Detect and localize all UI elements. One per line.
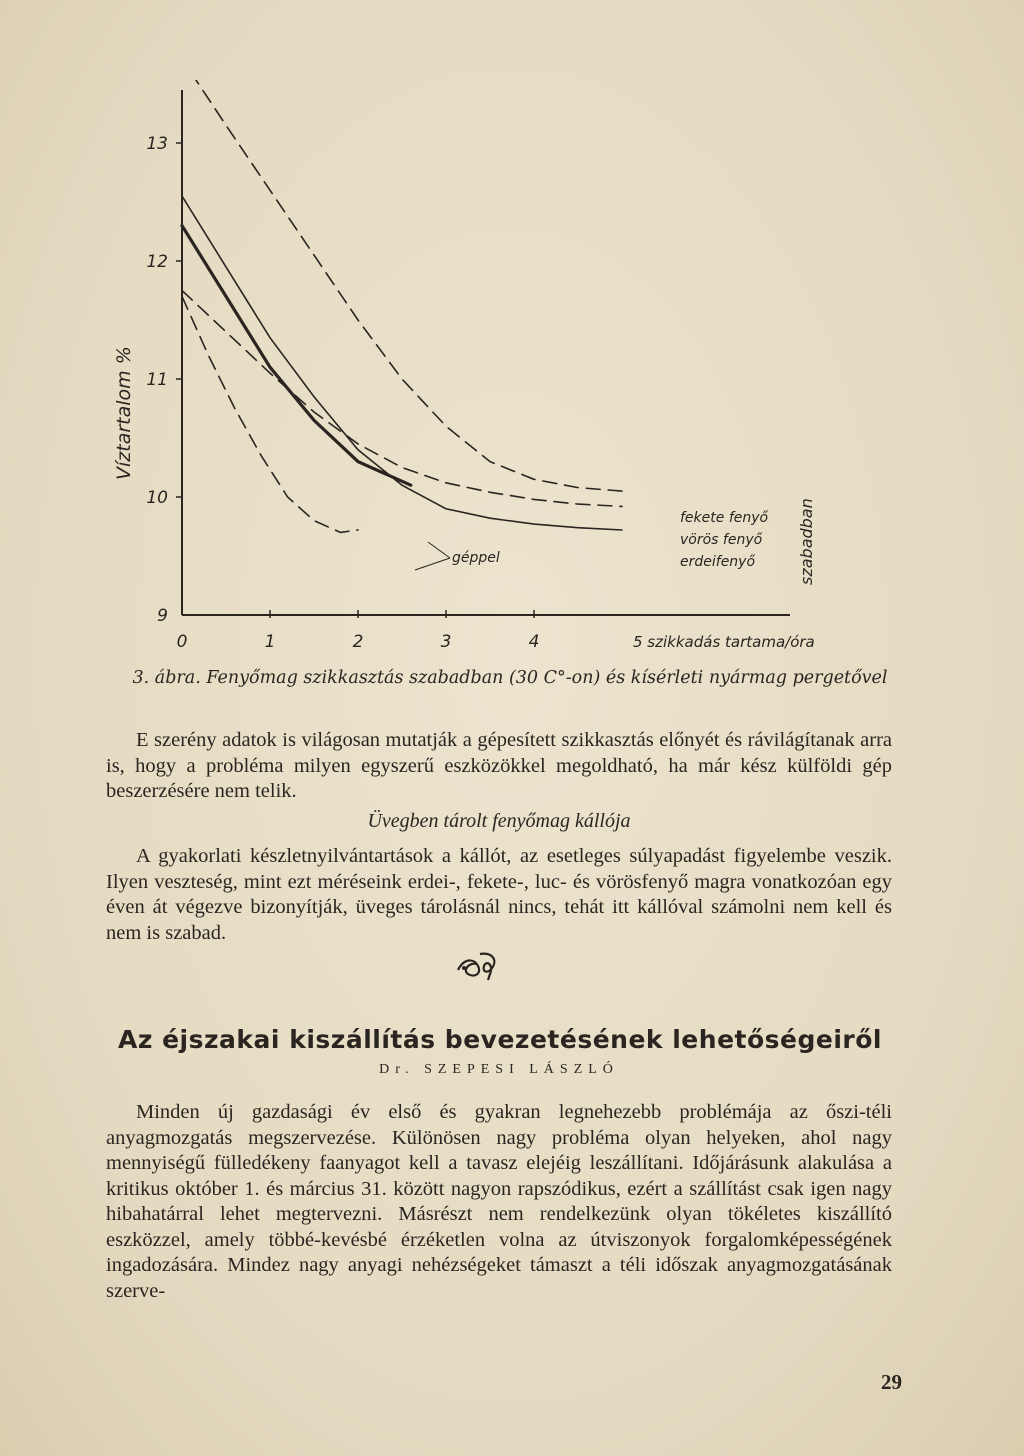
series-label-4: géppel <box>452 550 500 566</box>
x-tick-label-1: 1 <box>264 632 276 652</box>
y-tick-label-13: 13 <box>146 134 168 154</box>
y-axis-label: Víztartalom % <box>113 346 135 480</box>
paragraph-2 <box>106 844 892 946</box>
series-line-3 <box>182 226 411 486</box>
y-tick-label-12: 12 <box>146 252 168 272</box>
series-line-1 <box>182 291 622 507</box>
chart-series <box>182 80 622 532</box>
paragraph-3-text: Minden új gazdasági év első és gyakran legnehezebb problémája az őszi-téli anyagmozgatás megszervezése. Különösen nagy probléma olyan helyeken, ahol nagy mennyiségű fülledékeny faanyagot kell a tavasz elejéig leszállítani. Időjárásunk alakulása a kritikus október 1. és március 31. között nagyon rapszódikus, ezért a szállítást csak igen nagy hibahatárral lehet megtervezni. Másrészt nem rendelkezünk olyan tökéletes kiszállító eszközzel, amely többé-kevésbé érzéketlen volna az útviszonyok forgalomképességének ingadozására. Mindez nagy anyagi nehézségeket támaszt a téli időszak anyagmozgatásának szerve- <box>106 1101 892 1302</box>
y-tick-label-9: 9 <box>157 606 168 626</box>
chart-labels <box>113 346 816 651</box>
series-label-1: fekete fenyő <box>680 510 769 526</box>
figure-caption: 3. ábra. Fenyőmag szikkasztás szabadban (30 C°-on) és kísérleti nyármag pergetővel <box>132 668 888 688</box>
series-label-2: vörös fenyő <box>680 532 763 548</box>
paragraph-1 <box>106 728 892 805</box>
ornament-icon <box>452 944 508 984</box>
x-axis-label: 5 szikkadás tartama/óra <box>633 633 815 651</box>
x-tick-label-4: 4 <box>528 632 540 652</box>
side-label-szabadban: szabadban <box>797 498 816 585</box>
gep-leader-2 <box>415 558 450 570</box>
chart-ticks <box>146 134 539 652</box>
x-tick-label-3: 3 <box>440 632 452 652</box>
series-label-3: erdeifenyő <box>680 554 756 570</box>
paragraph-2-text: A gyakorlati készletnyilvántartások a kállót, az esetleges súlyapadást figyelembe veszik. Ilyen veszteség, mint ezt méréseink erdei-, fekete-, luc- és vörösfenyő magra vonatkozóan egy éven át végezve bizonyítják, üveges tárolásnál nincs, tehát itt kállóval számolni nem kell és nem is szabad. <box>106 845 892 944</box>
y-tick-label-11: 11 <box>146 370 168 390</box>
drying-chart <box>100 80 860 670</box>
paragraph-3 <box>106 1100 892 1304</box>
y-tick-label-10: 10 <box>146 488 168 508</box>
section-subheading: Üvegben tárolt fenyőmag kállója <box>367 810 631 832</box>
x-tick-label-0: 0 <box>176 632 188 652</box>
article-title: Az éjszakai kiszállítás bevezetésének lehetőségeiről <box>118 1025 882 1054</box>
series-line-0 <box>191 80 622 491</box>
gep-leader-1 <box>428 542 450 558</box>
series-line-4 <box>182 296 358 532</box>
article-author: Dr. SZEPESI LÁSZLÓ <box>379 1062 619 1077</box>
x-tick-label-2: 2 <box>352 632 364 652</box>
paragraph-1-text: E szerény adatok is világosan mutatják a gépesített szikkasztás előnyét és rávilágítanak arra is, hogy a probléma milyen egyszerű eszközökkel megoldható, ha már kész külföldi gép beszerzésére nem telik. <box>106 729 892 802</box>
page-number: 29 <box>881 1370 902 1394</box>
